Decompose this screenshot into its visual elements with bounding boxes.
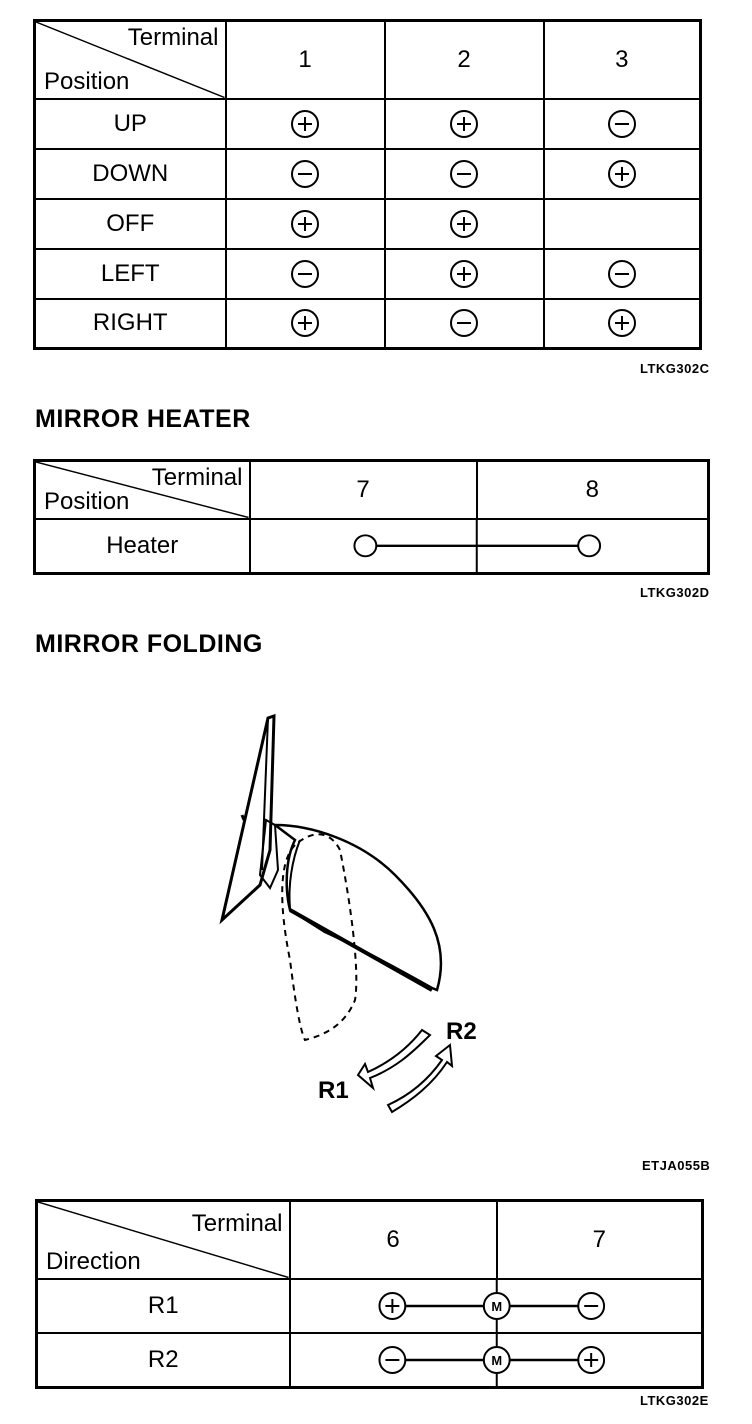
table-row	[35, 149, 701, 199]
mirror-folding-illustration	[200, 700, 500, 1120]
motor-icon	[483, 1347, 509, 1373]
minus-terminal-icon	[379, 1347, 405, 1373]
row-label: Heater	[35, 519, 250, 574]
terminal-cell	[544, 199, 701, 249]
header-terminal-label: Terminal	[127, 24, 219, 51]
table-row	[35, 99, 701, 149]
table-header-corner	[35, 21, 226, 99]
row-label: LEFT	[35, 249, 226, 299]
terminal-cell	[226, 99, 385, 149]
terminal-cell	[544, 249, 701, 299]
table-row	[35, 249, 701, 299]
terminal-cell	[226, 249, 385, 299]
motor-label: M	[490, 1298, 502, 1314]
row-label: OFF	[35, 199, 226, 249]
section-heading-folding: MIRROR FOLDING	[35, 630, 263, 658]
header-terminal-label: Terminal	[191, 1210, 283, 1237]
plus-terminal-icon	[578, 1347, 604, 1373]
column-header: 7	[497, 1201, 703, 1279]
motor-label: M	[490, 1352, 502, 1368]
figure-code: LTKG302E	[640, 1393, 709, 1408]
terminal-cell	[544, 299, 701, 349]
row-label: RIGHT	[35, 299, 226, 349]
plus-terminal-icon	[449, 109, 479, 139]
motor-circuit-cell	[290, 1279, 703, 1333]
terminal-cell	[226, 149, 385, 199]
table-row	[35, 199, 701, 249]
plus-terminal-icon	[449, 209, 479, 239]
minus-terminal-icon	[290, 159, 320, 189]
terminal-cell	[385, 299, 544, 349]
continuity-line	[251, 520, 708, 573]
terminal-cell	[226, 299, 385, 349]
table-row	[35, 519, 709, 574]
minus-terminal-icon	[449, 159, 479, 189]
minus-terminal-icon	[290, 259, 320, 289]
plus-terminal-icon	[290, 109, 320, 139]
mirror-adjust-table	[33, 19, 702, 350]
terminal-cell	[385, 149, 544, 199]
folding-table	[35, 1199, 704, 1389]
minus-terminal-icon	[607, 109, 637, 139]
minus-terminal-icon	[578, 1293, 604, 1319]
terminal-cell	[226, 199, 385, 249]
terminal-cell	[385, 249, 544, 299]
terminal-cell	[544, 99, 701, 149]
column-header: 8	[477, 461, 709, 519]
column-header: 3	[544, 21, 701, 99]
terminal-cell	[385, 99, 544, 149]
minus-terminal-icon	[607, 259, 637, 289]
minus-terminal-icon	[449, 308, 479, 338]
plus-terminal-icon	[607, 308, 637, 338]
row-label: R1	[37, 1279, 290, 1333]
direction-label-r2: R2	[446, 1018, 477, 1045]
header-terminal-label: Terminal	[151, 464, 243, 491]
table-row	[37, 1333, 703, 1388]
table-header-corner	[35, 461, 250, 519]
table-row	[37, 1279, 703, 1333]
column-header: 7	[250, 461, 477, 519]
plus-terminal-icon	[379, 1293, 405, 1319]
figure-code: ETJA055B	[642, 1158, 711, 1173]
row-label: DOWN	[35, 149, 226, 199]
motor-circuit	[291, 1280, 702, 1332]
plus-terminal-icon	[449, 259, 479, 289]
row-label: UP	[35, 99, 226, 149]
plus-terminal-icon	[290, 209, 320, 239]
heater-table	[33, 459, 710, 575]
column-header: 6	[290, 1201, 497, 1279]
terminal-cell	[385, 199, 544, 249]
motor-icon	[483, 1293, 509, 1319]
header-position-label: Position	[44, 487, 130, 515]
header-direction-label: Direction	[46, 1247, 141, 1275]
header-position-label: Position	[44, 67, 130, 95]
figure-code: LTKG302C	[640, 361, 710, 376]
column-header: 2	[385, 21, 544, 99]
row-label: R2	[37, 1333, 290, 1388]
continuity-cell	[250, 519, 709, 574]
plus-terminal-icon	[290, 308, 320, 338]
section-heading-heater: MIRROR HEATER	[35, 405, 251, 433]
terminal-cell	[544, 149, 701, 199]
plus-terminal-icon	[607, 159, 637, 189]
direction-label-r1: R1	[318, 1077, 349, 1104]
motor-circuit	[291, 1334, 702, 1386]
motor-circuit-cell	[290, 1333, 703, 1388]
table-row	[35, 299, 701, 349]
figure-code: LTKG302D	[640, 585, 710, 600]
column-header: 1	[226, 21, 385, 99]
table-header-corner	[37, 1201, 290, 1279]
